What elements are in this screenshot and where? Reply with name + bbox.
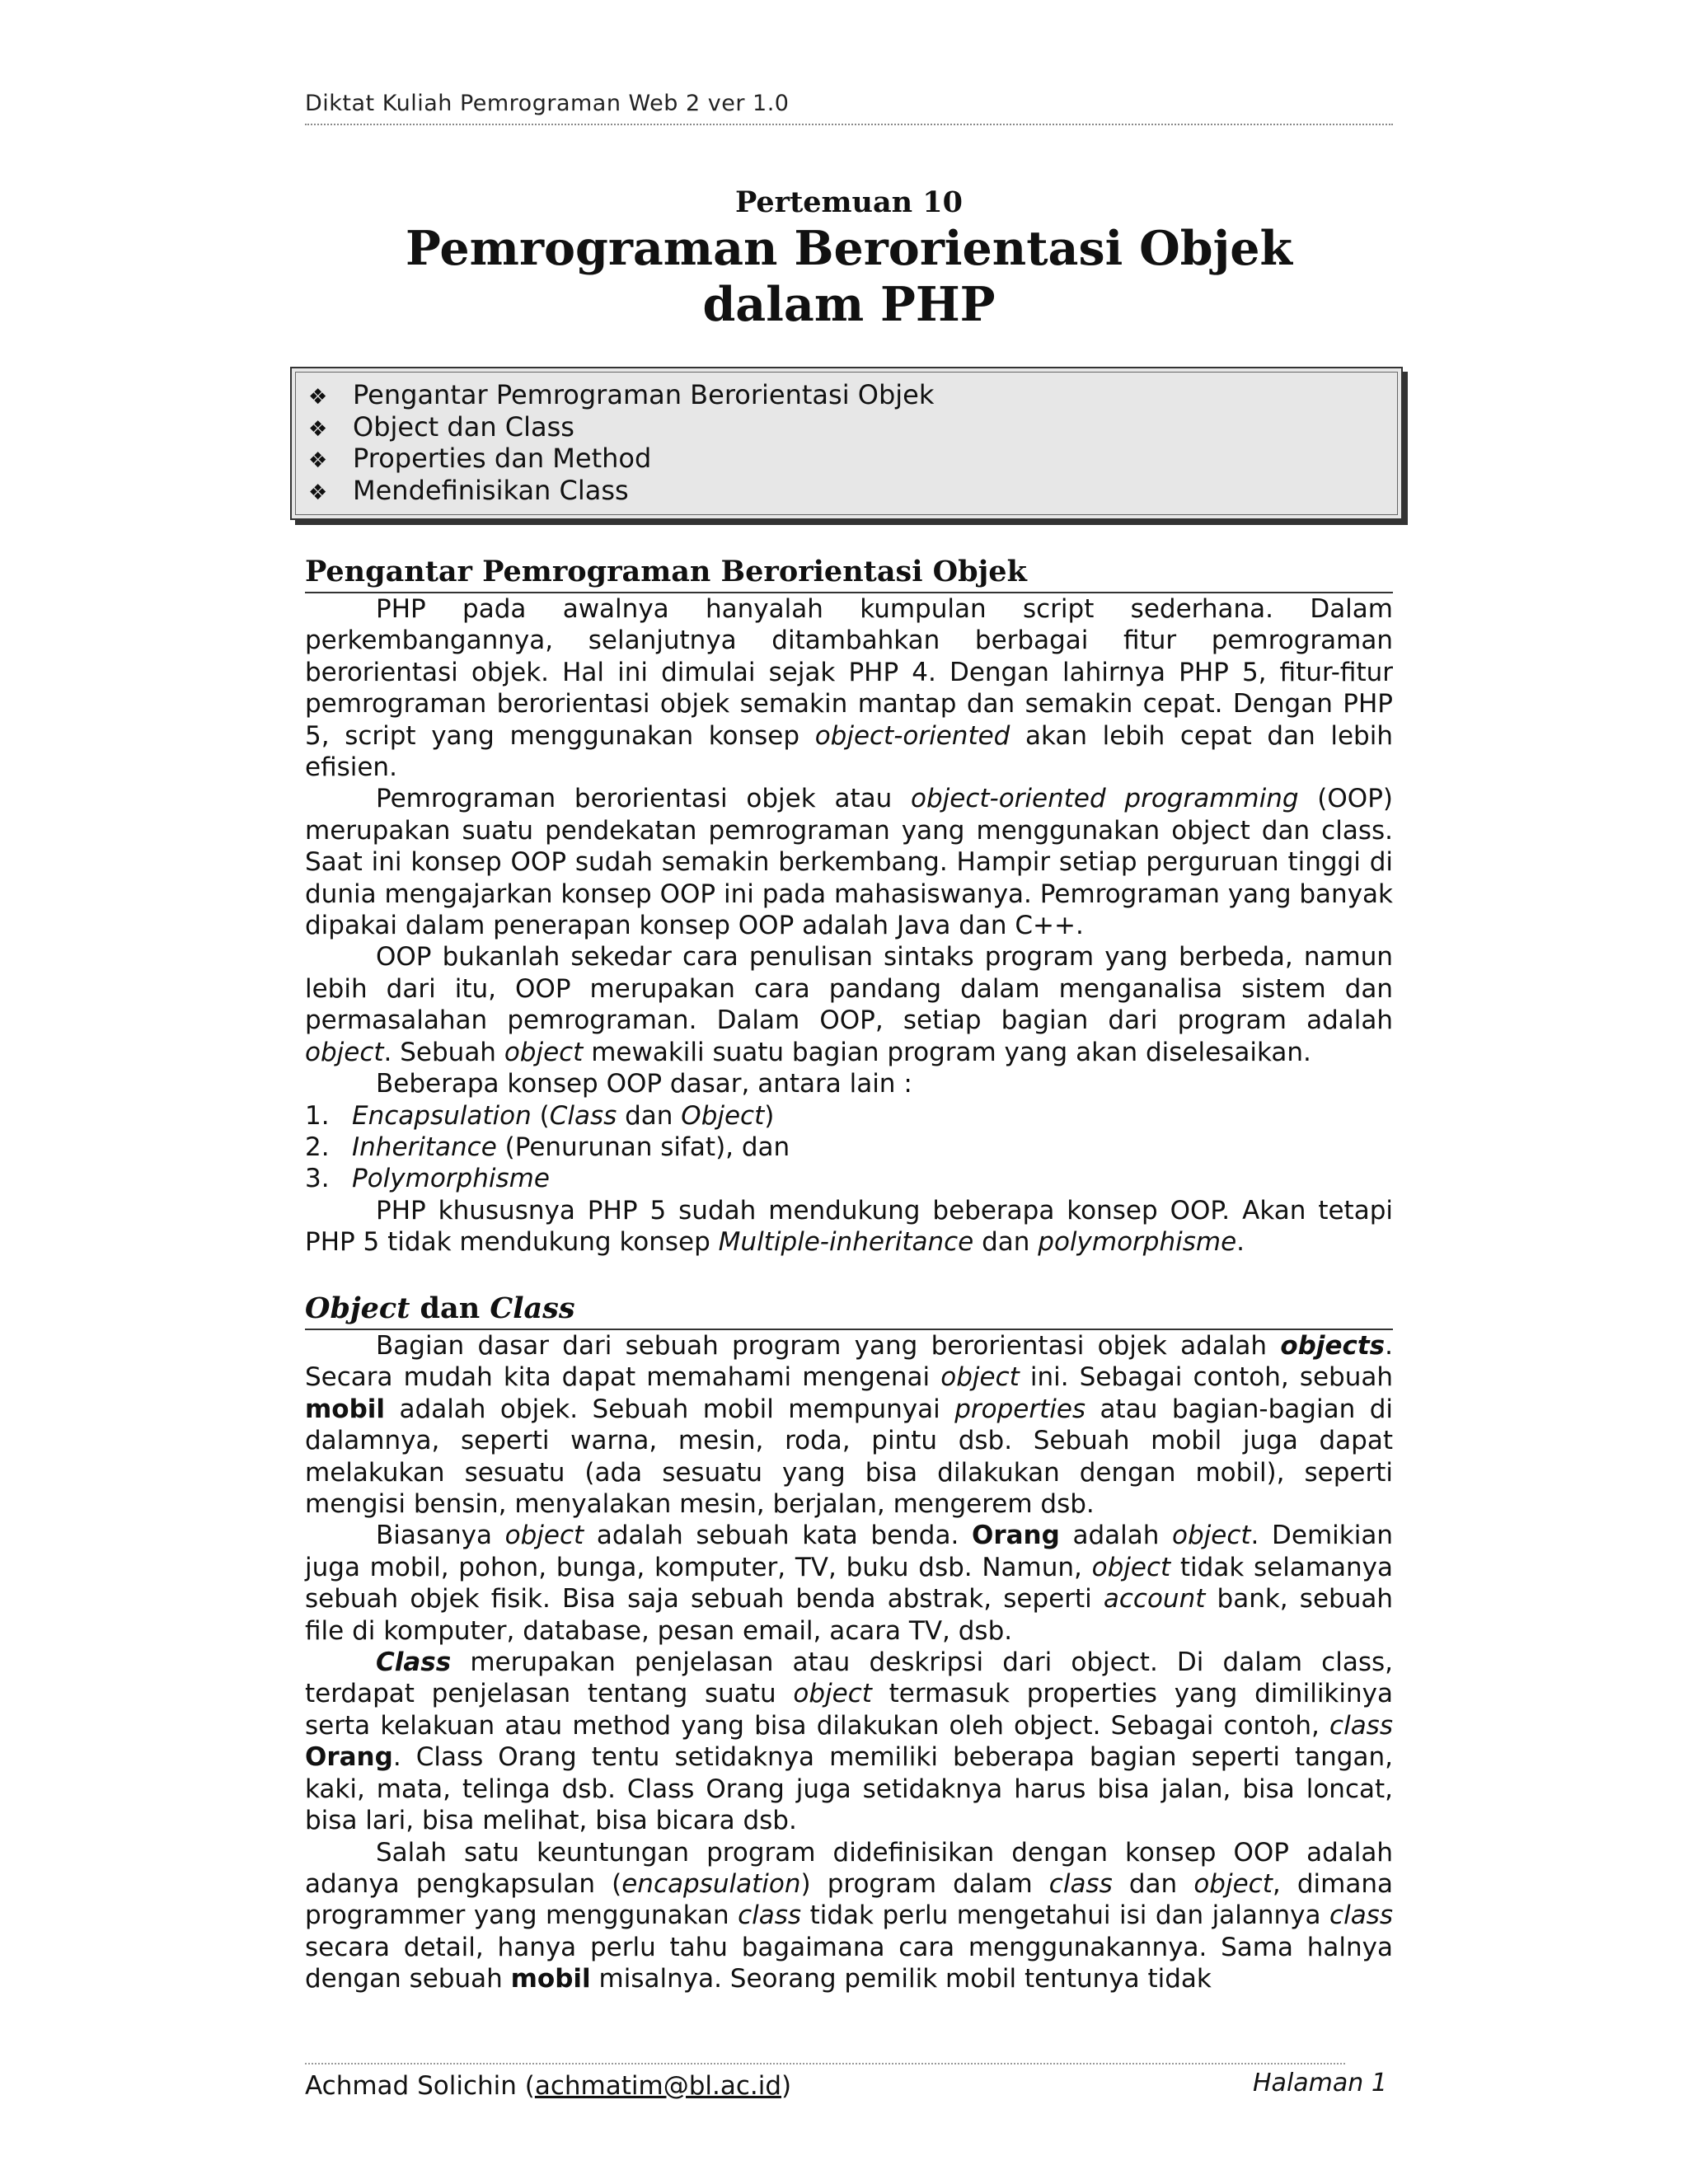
text-run: OOP bukanlah sekedar cara penulisan sintaks program yang berbeda, namun lebih dari itu, OOP merupakan cara pandang dalam menganalisa sistem dan permasalahan pemrograman. Dalam OOP, setiap bagian dari program adalah <box>305 942 1393 1036</box>
paragraph <box>305 783 1393 941</box>
topic-item-label: Properties dan Method <box>353 443 652 474</box>
header-divider <box>305 124 1393 125</box>
list-number: 1. <box>305 1100 330 1131</box>
page-number: Halaman 1 <box>1253 2069 1387 2097</box>
text-run: . <box>1236 1227 1245 1258</box>
topic-item <box>308 443 934 475</box>
text-run: adalah sebuah kata benda. <box>584 1521 972 1551</box>
footer-divider <box>305 2063 1345 2064</box>
italic-term: object <box>504 1521 584 1551</box>
italic-term: class <box>1329 1710 1393 1741</box>
author-name: Achmad Solichin ( <box>305 2071 535 2101</box>
list-number: 3. <box>305 1164 330 1194</box>
text-run: ) <box>781 2071 792 2101</box>
meeting-number: Pertemuan 10 <box>734 185 964 219</box>
text-run: dan <box>1112 1868 1194 1899</box>
italic-term: Object <box>681 1100 765 1131</box>
topic-item <box>308 475 934 507</box>
list-item <box>305 1163 1393 1194</box>
list-number: 2. <box>305 1132 330 1162</box>
section-heading-object-class <box>305 1291 1393 1330</box>
text-run: tidak perlu mengetahui isi dan jalannya <box>801 1900 1330 1931</box>
paragraph <box>305 941 1393 1068</box>
list-item <box>305 1100 1393 1132</box>
italic-term: Class <box>549 1100 617 1131</box>
bold-term: mobil <box>510 1964 591 1994</box>
italic-term: Polymorphisme <box>352 1164 550 1194</box>
text-run: . Demikian juga mobil, pohon, bunga, komputer, TV, buku dsb. Namun, <box>305 1521 1394 1582</box>
bold-term: Orang <box>305 1742 393 1773</box>
italic-term: object <box>940 1362 1020 1393</box>
italic-term: polymorphisme <box>1038 1227 1237 1258</box>
list-item <box>305 1132 1393 1163</box>
italic-term: object <box>793 1679 872 1709</box>
italic-term: object <box>305 1037 384 1067</box>
text-run: secara detail, hanya perlu tahu bagaimana cara menggunakannya. Sama halnya dengan sebuah <box>305 1932 1393 1994</box>
text-run: misalnya. Seorang pemilik mobil tentunya tidak <box>590 1964 1212 1994</box>
text-run: . Secara mudah kita dapat memahami mengenai <box>305 1331 1393 1393</box>
text-run: merupakan penjelasan atau deskripsi dari object. Di dalam class, terdapat penjelasan tentang suatu <box>305 1647 1393 1709</box>
text-run: PHP pada awalnya hanyalah kumpulan script sederhana. Dalam perkembangannya, selanjutnya ditambahkan berbagai fitur pemrograman berorientasi objek. Hal ini dimulai sejak PHP 4. Dengan lahirnya PHP 5, fitur-fitur pemrograman berorientasi objek semakin mantap dan semakin cepat. Dengan PHP 5, script yang menggunakan konsep <box>305 594 1393 751</box>
text-run: . Class Orang tentu setidaknya memiliki beberapa bagian seperti tangan, kaki, mata, telinga dsb. Class Orang juga setidaknya harus bisa jalan, bisa loncat, bisa lari, bisa melihat, bisa bicara dsb. <box>305 1742 1393 1836</box>
diamond-bullet-icon: ❖ <box>308 480 328 505</box>
text-run: dan <box>973 1227 1039 1258</box>
text-run: dan <box>617 1100 682 1131</box>
italic-term: properties <box>954 1394 1086 1424</box>
section-heading-pengantar: Pengantar Pemrograman Berorientasi Objek <box>305 554 1393 593</box>
text-run: adalah objek. Sebuah mobil mempunyai <box>385 1394 955 1424</box>
italic-term: class <box>1048 1868 1113 1899</box>
text-run: Biasanya <box>376 1521 505 1551</box>
author-email-link[interactable]: achmatim@bl.ac.id <box>534 2071 782 2101</box>
text-run: tidak selamanya sebuah objek fisik. Bisa saja sebuah benda abstrak, seperti <box>305 1552 1394 1615</box>
paragraph <box>305 1520 1393 1647</box>
paragraph <box>305 1837 1393 1995</box>
text-run: , dimana programmer yang menggunakan <box>305 1868 1393 1931</box>
text-run: termasuk properties yang dimilikinya serta kelakuan atau method yang bisa dilakukan oleh object. Sebagai contoh, <box>305 1679 1393 1741</box>
text-run: atau bagian-bagian di dalamnya, seperti warna, mesin, roda, pintu dsb. Sebuah mobil juga dapat melakukan sesuatu (ada sesuatu yang bisa dilakukan dengan mobil), seperti mengisi bensin, menyalakan mesin, berjalan, mengerem dsb. <box>305 1394 1393 1520</box>
paragraph: Beberapa konsep OOP dasar, antara lain : <box>376 1069 912 1099</box>
bold-term: Orang <box>971 1521 1060 1551</box>
italic-term: class <box>738 1900 802 1931</box>
paragraph <box>305 1647 1393 1836</box>
text-run: ini. Sebagai contoh, sebuah <box>1019 1362 1394 1393</box>
paragraph <box>305 593 1393 783</box>
text-run: ) program dalam <box>800 1868 1049 1899</box>
italic-term: class <box>1329 1900 1393 1931</box>
diamond-bullet-icon: ❖ <box>308 385 328 410</box>
paragraph <box>305 1195 1393 1258</box>
italic-term: object-oriented <box>814 720 1010 751</box>
text-run: (Penurunan sifat), dan <box>496 1132 790 1162</box>
text-run: Salah satu keuntungan program didefinisikan dengan konsep OOP adalah adanya pengkapsulan ( <box>305 1837 1393 1899</box>
bold-italic-term: Class <box>376 1647 452 1678</box>
text-run: ( <box>531 1100 550 1131</box>
text-run: . Sebuah <box>383 1037 504 1067</box>
italic-term: object <box>1091 1552 1171 1582</box>
diamond-bullet-icon: ❖ <box>308 448 328 473</box>
page-title-line2: dalam PHP <box>702 277 996 332</box>
text-run: dan <box>410 1291 490 1325</box>
italic-term: Multiple-inheritance <box>718 1227 974 1258</box>
text-run: PHP khususnya PHP 5 sudah mendukung beberapa konsep OOP. Akan tetapi PHP 5 tidak mendukung konsep <box>305 1195 1393 1258</box>
italic-term: Class <box>490 1291 575 1325</box>
topic-item <box>308 411 934 443</box>
italic-term: account <box>1103 1584 1206 1615</box>
topics-list <box>308 379 934 506</box>
page-title-line1: Pemrograman Berorientasi Objek <box>406 221 1292 276</box>
topic-item <box>308 379 934 411</box>
text-run: akan lebih cepat dan lebih efisien. <box>305 720 1393 783</box>
section-body-object-class <box>305 1330 1393 1995</box>
italic-term: Inheritance <box>352 1132 497 1162</box>
diamond-bullet-icon: ❖ <box>308 416 328 442</box>
section-body-pengantar <box>305 593 1393 1258</box>
running-header: Diktat Kuliah Pemrograman Web 2 ver 1.0 <box>305 91 790 116</box>
italic-term: object <box>504 1037 584 1067</box>
text-run: ) <box>764 1100 775 1131</box>
italic-term: Encapsulation <box>352 1100 532 1131</box>
italic-term: object <box>1172 1521 1251 1551</box>
italic-term: object-oriented programming <box>911 784 1299 814</box>
text-run: mewakili suatu bagian program yang akan diselesaikan. <box>583 1037 1311 1067</box>
topics-box <box>290 367 1403 520</box>
text-run: Bagian dasar dari sebuah program yang berorientasi objek adalah <box>376 1331 1281 1361</box>
topic-item-label: Object dan Class <box>353 410 574 443</box>
text-run: Pemrograman berorientasi objek atau <box>376 784 911 814</box>
text-run: bank, sebuah file di komputer, database, pesan email, acara TV, dsb. <box>305 1584 1393 1646</box>
topic-item-label: Pengantar Pemrograman Berorientasi Objek <box>353 379 935 410</box>
topic-item-label: Mendefinisikan Class <box>353 474 629 506</box>
bold-italic-term: objects <box>1280 1331 1386 1361</box>
italic-term: object <box>1193 1868 1273 1899</box>
italic-term: encapsulation <box>621 1868 801 1899</box>
footer-author <box>305 2071 791 2101</box>
text-run: (OOP) merupakan suatu pendekatan pemrograman yang menggunakan object dan class. Saat ini konsep OOP sudah semakin berkembang. Hampir setiap perguruan tinggi di dunia mengajarkan konsep OOP ini pada mahasiswanya. Pemrograman yang banyak dipakai dalam penerapan konsep OOP adalah Java dan C++. <box>305 784 1393 941</box>
text-run: adalah <box>1059 1521 1173 1551</box>
oop-concepts-list <box>305 1100 1393 1195</box>
bold-term: mobil <box>305 1394 386 1424</box>
italic-term: Object <box>305 1291 410 1325</box>
paragraph <box>305 1330 1393 1520</box>
